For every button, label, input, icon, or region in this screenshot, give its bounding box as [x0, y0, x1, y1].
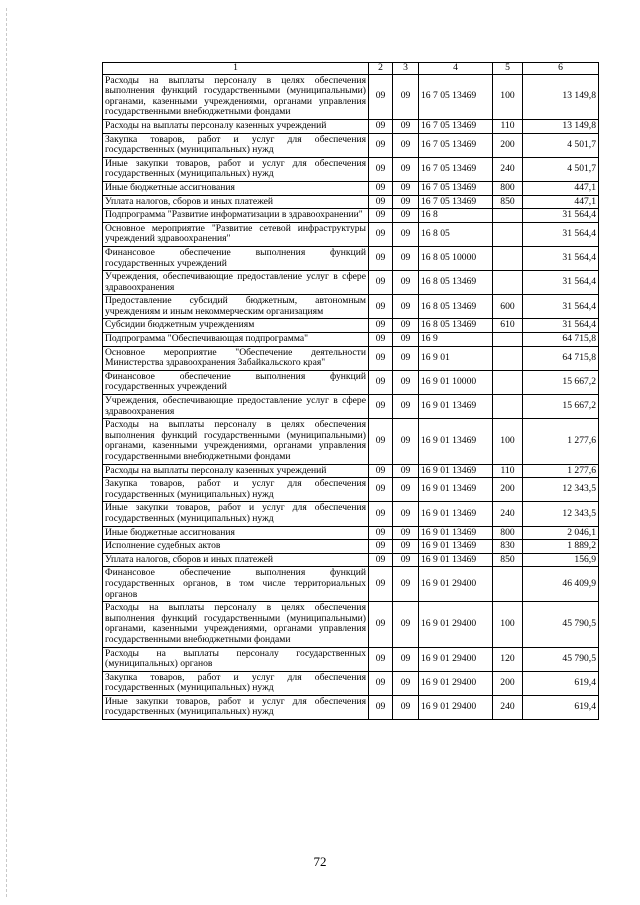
- row-target-article-cell: 16 8 05 10000: [419, 246, 493, 270]
- row-name-cell: Расходы на выплаты персоналу в целях обеспечения выполнения функций государственными (муниципальными) органами, казенными учреждениями, органами управления государственными внебюджетными фондами: [103, 74, 369, 119]
- row-amount-cell: 1 889,2: [523, 540, 599, 554]
- row-expense-type-cell: 240: [493, 157, 523, 181]
- row-expense-type-cell: [493, 395, 523, 419]
- row-target-article-cell: 16 7 05 13469: [419, 74, 493, 119]
- row-target-article-cell: 16 8: [419, 209, 493, 223]
- row-subsection-cell: 09: [393, 647, 419, 671]
- row-section-cell: 09: [369, 419, 393, 464]
- table-row: [103, 333, 599, 347]
- row-subsection-cell: 09: [393, 346, 419, 370]
- row-amount-cell: 156,9: [523, 553, 599, 567]
- row-section-cell: 09: [369, 647, 393, 671]
- row-expense-type-cell: [493, 246, 523, 270]
- row-name-cell: Расходы на выплаты персоналу государственных (муниципальных) органов: [103, 647, 369, 671]
- row-expense-type-cell: 100: [493, 74, 523, 119]
- row-section-cell: 09: [369, 246, 393, 270]
- page-number: 72: [313, 854, 327, 869]
- row-target-article-cell: 16 8 05 13469: [419, 295, 493, 319]
- row-amount-cell: 15 667,2: [523, 370, 599, 394]
- row-subsection-cell: 09: [393, 526, 419, 540]
- row-expense-type-cell: 200: [493, 133, 523, 157]
- table-row: [103, 157, 599, 181]
- row-section-cell: 09: [369, 333, 393, 347]
- row-subsection-cell: 09: [393, 553, 419, 567]
- row-section-cell: 09: [369, 157, 393, 181]
- row-name-cell: Расходы на выплаты персоналу казенных учреждений: [103, 464, 369, 478]
- row-section-cell: 09: [369, 319, 393, 333]
- row-subsection-cell: 09: [393, 478, 419, 502]
- row-expense-type-cell: 100: [493, 602, 523, 647]
- row-amount-cell: 64 715,8: [523, 333, 599, 347]
- row-target-article-cell: 16 9 01 13469: [419, 540, 493, 554]
- table-row: [103, 346, 599, 370]
- budget-table: [102, 62, 599, 720]
- header-col-2: 2: [369, 63, 393, 75]
- row-section-cell: 09: [369, 695, 393, 719]
- row-target-article-cell: 16 9 01 13469: [419, 395, 493, 419]
- row-section-cell: 09: [369, 222, 393, 246]
- row-target-article-cell: 16 9 01 29400: [419, 695, 493, 719]
- row-name-cell: Расходы на выплаты персоналу казенных учреждений: [103, 119, 369, 133]
- row-subsection-cell: 09: [393, 295, 419, 319]
- row-subsection-cell: 09: [393, 370, 419, 394]
- row-section-cell: 09: [369, 478, 393, 502]
- table-row: [103, 370, 599, 394]
- row-name-cell: Исполнение судебных актов: [103, 540, 369, 554]
- row-amount-cell: 64 715,8: [523, 346, 599, 370]
- row-target-article-cell: 16 7 05 13469: [419, 181, 493, 195]
- row-amount-cell: 619,4: [523, 695, 599, 719]
- row-subsection-cell: 09: [393, 319, 419, 333]
- row-expense-type-cell: 200: [493, 478, 523, 502]
- row-section-cell: 09: [369, 464, 393, 478]
- row-subsection-cell: 09: [393, 540, 419, 554]
- row-section-cell: 09: [369, 181, 393, 195]
- table-row: [103, 502, 599, 526]
- row-expense-type-cell: 240: [493, 502, 523, 526]
- row-amount-cell: 447,1: [523, 195, 599, 209]
- row-subsection-cell: 09: [393, 333, 419, 347]
- row-subsection-cell: 09: [393, 567, 419, 602]
- row-expense-type-cell: 110: [493, 119, 523, 133]
- row-name-cell: Учреждения, обеспечивающие предоставление услуг в сфере здравоохранения: [103, 395, 369, 419]
- row-name-cell: Иные закупки товаров, работ и услуг для обеспечения государственных (муниципальных) нужд: [103, 157, 369, 181]
- table-row: [103, 195, 599, 209]
- row-target-article-cell: 16 7 05 13469: [419, 195, 493, 209]
- row-target-article-cell: 16 9 01 29400: [419, 671, 493, 695]
- row-section-cell: 09: [369, 209, 393, 223]
- row-name-cell: Расходы на выплаты персоналу в целях обеспечения выполнения функций государственными (муниципальными) органами, казенными учреждениями, органами управления государственными внебюджетными фондами: [103, 602, 369, 647]
- table-row: [103, 553, 599, 567]
- row-target-article-cell: 16 9 01 29400: [419, 567, 493, 602]
- row-amount-cell: 46 409,9: [523, 567, 599, 602]
- row-amount-cell: 12 343,5: [523, 478, 599, 502]
- row-expense-type-cell: [493, 567, 523, 602]
- row-subsection-cell: 09: [393, 695, 419, 719]
- row-name-cell: Уплата налогов, сборов и иных платежей: [103, 195, 369, 209]
- row-expense-type-cell: 120: [493, 647, 523, 671]
- table-row: [103, 567, 599, 602]
- table-row: [103, 395, 599, 419]
- row-amount-cell: 619,4: [523, 671, 599, 695]
- row-target-article-cell: 16 9 01 29400: [419, 602, 493, 647]
- row-target-article-cell: 16 7 05 13469: [419, 133, 493, 157]
- row-name-cell: Учреждения, обеспечивающие предоставление услуг в сфере здравоохранения: [103, 271, 369, 295]
- row-amount-cell: 31 564,4: [523, 319, 599, 333]
- row-name-cell: Закупка товаров, работ и услуг для обеспечения государственных (муниципальных) нужд: [103, 133, 369, 157]
- row-expense-type-cell: 850: [493, 553, 523, 567]
- row-section-cell: 09: [369, 346, 393, 370]
- row-amount-cell: 45 790,5: [523, 602, 599, 647]
- row-expense-type-cell: 100: [493, 419, 523, 464]
- row-subsection-cell: 09: [393, 119, 419, 133]
- row-target-article-cell: 16 9 01 13469: [419, 478, 493, 502]
- table-row: [103, 271, 599, 295]
- row-expense-type-cell: 830: [493, 540, 523, 554]
- row-name-cell: Иные бюджетные ассигнования: [103, 181, 369, 195]
- row-target-article-cell: 16 9 01 13469: [419, 464, 493, 478]
- table-row: [103, 671, 599, 695]
- row-amount-cell: 31 564,4: [523, 246, 599, 270]
- row-section-cell: 09: [369, 567, 393, 602]
- row-expense-type-cell: 610: [493, 319, 523, 333]
- row-amount-cell: 31 564,4: [523, 271, 599, 295]
- row-section-cell: 09: [369, 295, 393, 319]
- row-section-cell: 09: [369, 540, 393, 554]
- row-amount-cell: 4 501,7: [523, 157, 599, 181]
- row-target-article-cell: 16 9 01: [419, 346, 493, 370]
- row-target-article-cell: 16 7 05 13469: [419, 157, 493, 181]
- row-name-cell: Закупка товаров, работ и услуг для обеспечения государственных (муниципальных) нужд: [103, 478, 369, 502]
- header-col-4: 4: [419, 63, 493, 75]
- table-row: [103, 602, 599, 647]
- row-subsection-cell: 09: [393, 195, 419, 209]
- table-row: [103, 222, 599, 246]
- row-expense-type-cell: 200: [493, 671, 523, 695]
- table-row: [103, 478, 599, 502]
- table-row: [103, 319, 599, 333]
- row-expense-type-cell: 800: [493, 526, 523, 540]
- row-section-cell: 09: [369, 502, 393, 526]
- row-expense-type-cell: [493, 346, 523, 370]
- row-amount-cell: 1 277,6: [523, 419, 599, 464]
- table-row: [103, 419, 599, 464]
- row-subsection-cell: 09: [393, 602, 419, 647]
- row-section-cell: 09: [369, 119, 393, 133]
- row-amount-cell: 13 149,8: [523, 119, 599, 133]
- row-section-cell: 09: [369, 74, 393, 119]
- row-expense-type-cell: 850: [493, 195, 523, 209]
- row-target-article-cell: 16 9 01 29400: [419, 647, 493, 671]
- row-section-cell: 09: [369, 553, 393, 567]
- row-name-cell: Основное мероприятие "Развитие сетевой инфраструктуры учреждений здравоохранения": [103, 222, 369, 246]
- table-row: [103, 181, 599, 195]
- header-col-1: 1: [103, 63, 369, 75]
- row-expense-type-cell: [493, 271, 523, 295]
- row-section-cell: 09: [369, 395, 393, 419]
- row-name-cell: Предоставление субсидий бюджетным, автономным учреждениям и иным некоммерческим организациям: [103, 295, 369, 319]
- row-name-cell: Финансовое обеспечение выполнения функций государственных учреждений: [103, 246, 369, 270]
- row-name-cell: Уплата налогов, сборов и иных платежей: [103, 553, 369, 567]
- row-name-cell: Финансовое обеспечение выполнения функций государственных органов, в том числе территориальных органов: [103, 567, 369, 602]
- row-target-article-cell: 16 7 05 13469: [419, 119, 493, 133]
- row-section-cell: 09: [369, 370, 393, 394]
- row-section-cell: 09: [369, 271, 393, 295]
- row-target-article-cell: 16 9 01 10000: [419, 370, 493, 394]
- row-name-cell: Субсидии бюджетным учреждениям: [103, 319, 369, 333]
- row-amount-cell: 31 564,4: [523, 295, 599, 319]
- table-row: [103, 209, 599, 223]
- row-name-cell: Иные закупки товаров, работ и услуг для обеспечения государственных (муниципальных) нужд: [103, 502, 369, 526]
- table-body: [103, 74, 599, 719]
- row-amount-cell: 2 046,1: [523, 526, 599, 540]
- header-col-5: 5: [493, 63, 523, 75]
- row-name-cell: Закупка товаров, работ и услуг для обеспечения государственных (муниципальных) нужд: [103, 671, 369, 695]
- row-section-cell: 09: [369, 526, 393, 540]
- row-amount-cell: 447,1: [523, 181, 599, 195]
- row-expense-type-cell: 110: [493, 464, 523, 478]
- row-section-cell: 09: [369, 133, 393, 157]
- table-row: [103, 133, 599, 157]
- row-name-cell: Расходы на выплаты персоналу в целях обеспечения выполнения функций государственными (муниципальными) органами, казенными учреждениями, органами управления государственными внебюджетными фондами: [103, 419, 369, 464]
- row-subsection-cell: 09: [393, 502, 419, 526]
- row-amount-cell: 45 790,5: [523, 647, 599, 671]
- row-expense-type-cell: [493, 209, 523, 223]
- row-name-cell: Основное мероприятие "Обеспечение деятельности Министерства здравоохранения Забайкальского края": [103, 346, 369, 370]
- row-amount-cell: 1 277,6: [523, 464, 599, 478]
- table-row: [103, 74, 599, 119]
- row-amount-cell: 31 564,4: [523, 222, 599, 246]
- row-expense-type-cell: 800: [493, 181, 523, 195]
- row-target-article-cell: 16 9 01 13469: [419, 502, 493, 526]
- row-section-cell: 09: [369, 671, 393, 695]
- row-target-article-cell: 16 9 01 13469: [419, 526, 493, 540]
- table-row: [103, 526, 599, 540]
- row-name-cell: Подпрограмма "Обеспечивающая подпрограмма": [103, 333, 369, 347]
- row-target-article-cell: 16 9 01 13469: [419, 553, 493, 567]
- row-amount-cell: 12 343,5: [523, 502, 599, 526]
- row-subsection-cell: 09: [393, 181, 419, 195]
- table-header-row: [103, 63, 599, 75]
- row-expense-type-cell: 600: [493, 295, 523, 319]
- row-amount-cell: 4 501,7: [523, 133, 599, 157]
- row-name-cell: Иные бюджетные ассигнования: [103, 526, 369, 540]
- row-amount-cell: 15 667,2: [523, 395, 599, 419]
- row-subsection-cell: 09: [393, 464, 419, 478]
- row-target-article-cell: 16 8 05 13469: [419, 319, 493, 333]
- table-row: [103, 647, 599, 671]
- row-expense-type-cell: 240: [493, 695, 523, 719]
- row-subsection-cell: 09: [393, 271, 419, 295]
- page-edge: [6, 8, 7, 897]
- row-subsection-cell: 09: [393, 133, 419, 157]
- row-name-cell: Подпрограмма "Развитие информатизации в здравоохранении": [103, 209, 369, 223]
- row-expense-type-cell: [493, 333, 523, 347]
- header-col-3: 3: [393, 63, 419, 75]
- table-row: [103, 695, 599, 719]
- row-subsection-cell: 09: [393, 209, 419, 223]
- table-row: [103, 464, 599, 478]
- row-expense-type-cell: [493, 222, 523, 246]
- row-subsection-cell: 09: [393, 246, 419, 270]
- row-name-cell: Иные закупки товаров, работ и услуг для обеспечения государственных (муниципальных) нужд: [103, 695, 369, 719]
- row-target-article-cell: 16 8 05: [419, 222, 493, 246]
- table-row: [103, 540, 599, 554]
- row-section-cell: 09: [369, 602, 393, 647]
- row-target-article-cell: 16 8 05 13469: [419, 271, 493, 295]
- header-col-6: 6: [523, 63, 599, 75]
- row-subsection-cell: 09: [393, 419, 419, 464]
- row-amount-cell: 13 149,8: [523, 74, 599, 119]
- row-subsection-cell: 09: [393, 222, 419, 246]
- row-subsection-cell: 09: [393, 395, 419, 419]
- row-expense-type-cell: [493, 370, 523, 394]
- row-section-cell: 09: [369, 195, 393, 209]
- row-name-cell: Финансовое обеспечение выполнения функций государственных учреждений: [103, 370, 369, 394]
- row-subsection-cell: 09: [393, 74, 419, 119]
- table-row: [103, 295, 599, 319]
- table-row: [103, 246, 599, 270]
- row-target-article-cell: 16 9 01 13469: [419, 419, 493, 464]
- row-subsection-cell: 09: [393, 671, 419, 695]
- row-amount-cell: 31 564,4: [523, 209, 599, 223]
- row-target-article-cell: 16 9: [419, 333, 493, 347]
- table-row: [103, 119, 599, 133]
- row-subsection-cell: 09: [393, 157, 419, 181]
